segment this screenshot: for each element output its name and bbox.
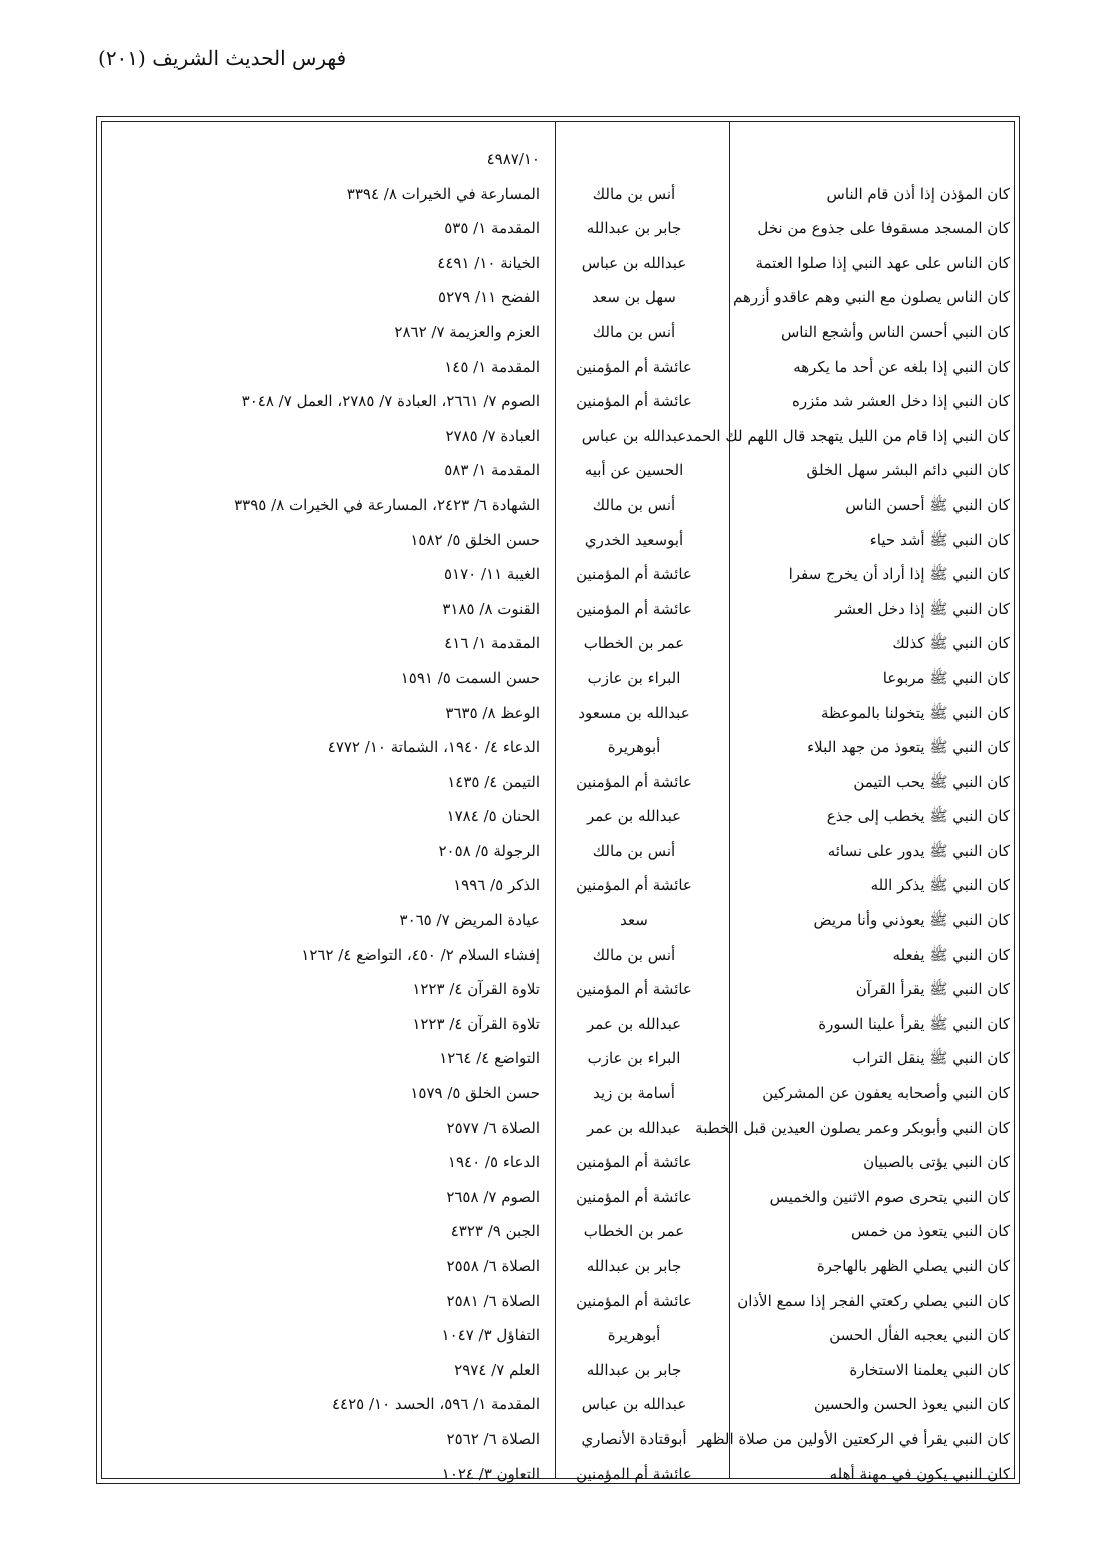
hadith-text: كان النبي ﷺ إذا أراد أن يخرج سفرا (788, 565, 1010, 584)
table-row (102, 419, 1014, 454)
reference-citation: عيادة المريض ٧/ ٣٠٦٥ (399, 911, 540, 930)
hadith-text: كان النبي ﷺ يقرأ القرآن (855, 980, 1010, 999)
reference-citation: ٤٩٨٧/١٠ (486, 150, 540, 168)
index-table-frame (96, 116, 1020, 1484)
table-row (102, 557, 1014, 592)
narrator-name: البراء بن عازب (587, 668, 681, 687)
hadith-text: كان النبي ﷺ مربوعا (882, 668, 1010, 687)
hadith-text: كان النبي ﷺ يتعوذ من جهد البلاء (807, 738, 1010, 757)
reference-citation: الصلاة ٦/ ٢٥٨١ (446, 1291, 540, 1310)
reference-citation: المقدمة ١/ ٥٣٥ (444, 219, 540, 238)
table-row (102, 142, 1014, 177)
reference-citation: تلاوة القرآن ٤/ ١٢٢٣ (412, 980, 540, 999)
narrator-name: سهل بن سعد (592, 288, 676, 307)
hadith-text: كان النبي ﷺ يتخولنا بالموعظة (820, 703, 1010, 722)
reference-citation: إفشاء السلام ٢/ ٤٥٠، التواضع ٤/ ١٢٦٢ (301, 945, 540, 964)
narrator-name: أبوسعيد الخدري (584, 530, 684, 549)
reference-citation: المقدمة ١/ ٤١٦ (444, 634, 540, 653)
hadith-text: كان النبي إذا قام من الليل يتهجد قال اللهم لك الحمد (685, 426, 1010, 445)
index-table-inner-border (101, 121, 1015, 1483)
hadith-text: كان النبي ﷺ ينقل التراب (852, 1049, 1010, 1068)
hadith-text: كان النبي ﷺ يخطب إلى جذع (826, 807, 1010, 826)
hadith-text: كان الناس على عهد النبي إذا صلوا العتمة (755, 253, 1010, 272)
table-row (102, 246, 1014, 281)
reference-citation: حسن السمت ٥/ ١٥٩١ (400, 668, 540, 687)
hadith-text: كان النبي ﷺ يقرأ علينا السورة (818, 1014, 1010, 1033)
narrator-name: عائشة أم المؤمنين (576, 599, 692, 618)
narrator-name: عبدالله بن عمر (586, 1014, 682, 1033)
hadith-text: كان الناس يصلون مع النبي وهم عاقدو أزرهم (733, 288, 1010, 307)
hadith-text: كان النبي أحسن الناس وأشجع الناس (780, 322, 1010, 341)
hadith-text: كان النبي يعلمنا الاستخارة (849, 1360, 1010, 1379)
table-row (102, 211, 1014, 246)
reference-citation: الدعاء ٤/ ١٩٤٠، الشماتة ١٠/ ٤٧٧٢ (327, 738, 540, 757)
hadith-text: كان النبي ﷺ يفعله (892, 945, 1010, 964)
page-header: فهرس الحديث الشريف (٢٠١) (98, 46, 347, 70)
table-row (102, 730, 1014, 765)
narrator-name: عائشة أم المؤمنين (576, 1291, 692, 1310)
reference-citation: العلم ٧/ ٢٩٧٤ (454, 1360, 540, 1379)
table-row (102, 696, 1014, 731)
narrator-name: أبوهريرة (607, 738, 661, 757)
table-row (102, 1457, 1014, 1492)
narrator-name: أسامة بن زيد (593, 1084, 675, 1103)
hadith-text: كان المسجد مسقوفا على جذوع من نخل (757, 219, 1010, 238)
table-row (102, 315, 1014, 350)
hadith-text: كان النبي يكون في مهنة أهله (829, 1464, 1010, 1483)
hadith-text: كان النبي إذا بلغه عن أحد ما يكرهه (793, 357, 1010, 376)
table-row (102, 765, 1014, 800)
narrator-name: أنس بن مالك (592, 322, 676, 341)
narrator-name: أبوهريرة (607, 1326, 661, 1345)
narrator-name: عمر بن الخطاب (583, 634, 685, 653)
hadith-text: كان النبي يصلي ركعتي الفجر إذا سمع الأذان (737, 1291, 1010, 1310)
narrator-name: عبدالله بن عباس (581, 1395, 687, 1414)
hadith-text: كان النبي ﷺ يذكر الله (870, 876, 1010, 895)
reference-citation: التواضع ٤/ ١٢٦٤ (439, 1049, 540, 1068)
reference-citation: المقدمة ١/ ١٤٥ (444, 357, 540, 376)
table-row (102, 453, 1014, 488)
reference-citation: الجبن ٩/ ٤٣٢٣ (450, 1222, 540, 1241)
hadith-text: كان النبي ﷺ يحب التيمن (853, 772, 1010, 791)
narrator-name: سعد (620, 911, 648, 930)
hadith-text: كان النبي وأصحابه يعفون عن المشركين (762, 1084, 1010, 1103)
reference-citation: الصوم ٧/ ٢٦٥٨ (446, 1187, 540, 1206)
reference-citation: الصلاة ٦/ ٢٥٦٢ (446, 1429, 540, 1448)
reference-citation: التيمن ٤/ ١٤٣٥ (447, 772, 540, 791)
table-row (102, 1076, 1014, 1111)
table-row (102, 177, 1014, 212)
hadith-text: كان النبي يتعوذ من خمس (851, 1222, 1010, 1241)
hadith-text: كان النبي ﷺ إذا دخل العشر (835, 599, 1010, 618)
table-row (102, 1387, 1014, 1422)
reference-citation: الصلاة ٦/ ٢٥٧٧ (446, 1118, 540, 1137)
narrator-name: عائشة أم المؤمنين (576, 565, 692, 584)
narrator-name: عائشة أم المؤمنين (576, 1187, 692, 1206)
narrator-name: عبدالله بن عمر (586, 1118, 682, 1137)
hadith-text: كان النبي ﷺ أحسن الناس (845, 495, 1010, 514)
reference-citation: الذكر ٥/ ١٩٩٦ (453, 876, 540, 895)
narrator-name: أبوقتادة الأنصاري (581, 1429, 687, 1448)
table-row (102, 661, 1014, 696)
reference-citation: المسارعة في الخيرات ٨/ ٣٣٩٤ (346, 184, 540, 203)
table-row (102, 592, 1014, 627)
narrator-name: أنس بن مالك (592, 841, 676, 860)
table-row (102, 384, 1014, 419)
table-row (102, 834, 1014, 869)
narrator-name: جابر بن عبدالله (586, 1360, 682, 1379)
hadith-text: كان النبي ﷺ يدور على نسائه (827, 841, 1010, 860)
reference-citation: القنوت ٨/ ٣١٨٥ (442, 599, 540, 618)
narrator-name: عبدالله بن مسعود (578, 703, 690, 722)
table-row (102, 523, 1014, 558)
table-row (102, 1145, 1014, 1180)
reference-citation: حسن الخلق ٥/ ١٥٨٢ (410, 530, 540, 549)
narrator-name: عائشة أم المؤمنين (576, 772, 692, 791)
table-row (102, 903, 1014, 938)
table-row (102, 1180, 1014, 1215)
table-row (102, 626, 1014, 661)
hadith-text: كان النبي ﷺ كذلك (892, 634, 1010, 653)
table-row (102, 1249, 1014, 1284)
reference-citation: حسن الخلق ٥/ ١٥٧٩ (410, 1084, 540, 1103)
table-row (102, 1214, 1014, 1249)
narrator-name: عائشة أم المؤمنين (576, 1464, 692, 1483)
reference-citation: الرجولة ٥/ ٢٠٥٨ (438, 841, 540, 860)
reference-citation: التفاؤل ٣/ ١٠٤٧ (441, 1326, 540, 1345)
narrator-name: أنس بن مالك (592, 184, 676, 203)
narrator-name: جابر بن عبدالله (586, 1257, 682, 1275)
table-row (102, 488, 1014, 523)
narrator-name: البراء بن عازب (587, 1049, 681, 1068)
table-row (102, 1284, 1014, 1319)
table-row (102, 868, 1014, 903)
narrator-name: عائشة أم المؤمنين (576, 980, 692, 999)
narrator-name: عائشة أم المؤمنين (576, 392, 692, 411)
narrator-name: أنس بن مالك (592, 495, 676, 514)
narrator-name: عبدالله بن عباس (581, 426, 687, 445)
hadith-text: كان النبي ﷺ أشد حياء (869, 530, 1010, 549)
reference-citation: المقدمة ١/ ٥٨٣ (444, 461, 540, 480)
hadith-text: كان النبي يصلي الظهر بالهاجرة (816, 1257, 1010, 1275)
narrator-name: عائشة أم المؤمنين (576, 1153, 692, 1172)
table-row (102, 350, 1014, 385)
hadith-text: كان النبي يقرأ في الركعتين الأولين من صلاة الظهر (697, 1429, 1010, 1448)
hadith-text: كان النبي يعوذ الحسن والحسين (813, 1395, 1010, 1414)
hadith-text: كان النبي يعجبه الفأل الحسن (829, 1326, 1010, 1345)
table-row (102, 1422, 1014, 1457)
table-row (102, 280, 1014, 315)
reference-citation: التعاون ٣/ ١٠٢٤ (441, 1464, 540, 1483)
reference-citation: تلاوة القرآن ٤/ ١٢٢٣ (412, 1014, 540, 1033)
narrator-name: أنس بن مالك (592, 945, 676, 964)
narrator-name: عمر بن الخطاب (583, 1222, 685, 1241)
table-row (102, 1007, 1014, 1042)
reference-citation: الصوم ٧/ ٢٦٦١، العبادة ٧/ ٢٧٨٥، العمل ٧/ ٣٠٤٨ (241, 392, 540, 411)
hadith-text: كان المؤذن إذا أذن قام الناس (826, 184, 1010, 203)
table-row (102, 972, 1014, 1007)
narrator-name: عبدالله بن عباس (581, 253, 687, 272)
table-row (102, 1353, 1014, 1388)
table-row (102, 1111, 1014, 1146)
narrator-name: الحسين عن أبيه (584, 461, 684, 480)
table-row (102, 938, 1014, 973)
hadith-text: كان النبي دائم البشر سهل الخلق (806, 461, 1010, 480)
hadith-text: كان النبي ﷺ يعوذني وأنا مريض (813, 911, 1010, 930)
hadith-text: كان النبي يؤتى بالصبيان (863, 1153, 1010, 1172)
table-row (102, 1041, 1014, 1076)
reference-citation: المقدمة ١/ ٥٩٦، الحسد ١٠/ ٤٤٢٥ (331, 1395, 540, 1414)
reference-citation: الوعظ ٨/ ٣٦٣٥ (445, 703, 540, 722)
reference-citation: العزم والعزيمة ٧/ ٢٨٦٢ (394, 322, 540, 341)
reference-citation: الخيانة ١٠/ ٤٤٩١ (437, 253, 540, 272)
reference-citation: الصلاة ٦/ ٢٥٥٨ (446, 1257, 540, 1275)
hadith-text: كان النبي إذا دخل العشر شد مئزره (792, 392, 1010, 411)
hadith-text: كان النبي يتحرى صوم الاثنين والخميس (769, 1187, 1010, 1206)
table-row (102, 799, 1014, 834)
reference-citation: الفضح ١١/ ٥٢٧٩ (438, 288, 540, 307)
narrator-name: عبدالله بن عمر (586, 807, 682, 826)
narrator-name: عائشة أم المؤمنين (576, 876, 692, 895)
table-row (102, 1318, 1014, 1353)
reference-citation: الشهادة ٦/ ٢٤٢٣، المسارعة في الخيرات ٨/ ٣٣٩٥ (234, 495, 540, 514)
reference-citation: الحنان ٥/ ١٧٨٤ (446, 807, 540, 826)
reference-citation: الغيبة ١١/ ٥١٧٠ (443, 565, 540, 584)
hadith-index-table (102, 142, 1014, 1491)
hadith-text: كان النبي وأبوبكر وعمر يصلون العيدين قبل الخطبة (695, 1118, 1010, 1137)
narrator-name: جابر بن عبدالله (586, 219, 682, 238)
reference-citation: العبادة ٧/ ٢٧٨٥ (445, 426, 540, 445)
reference-citation: الدعاء ٥/ ١٩٤٠ (447, 1153, 540, 1172)
narrator-name: عائشة أم المؤمنين (576, 357, 692, 376)
